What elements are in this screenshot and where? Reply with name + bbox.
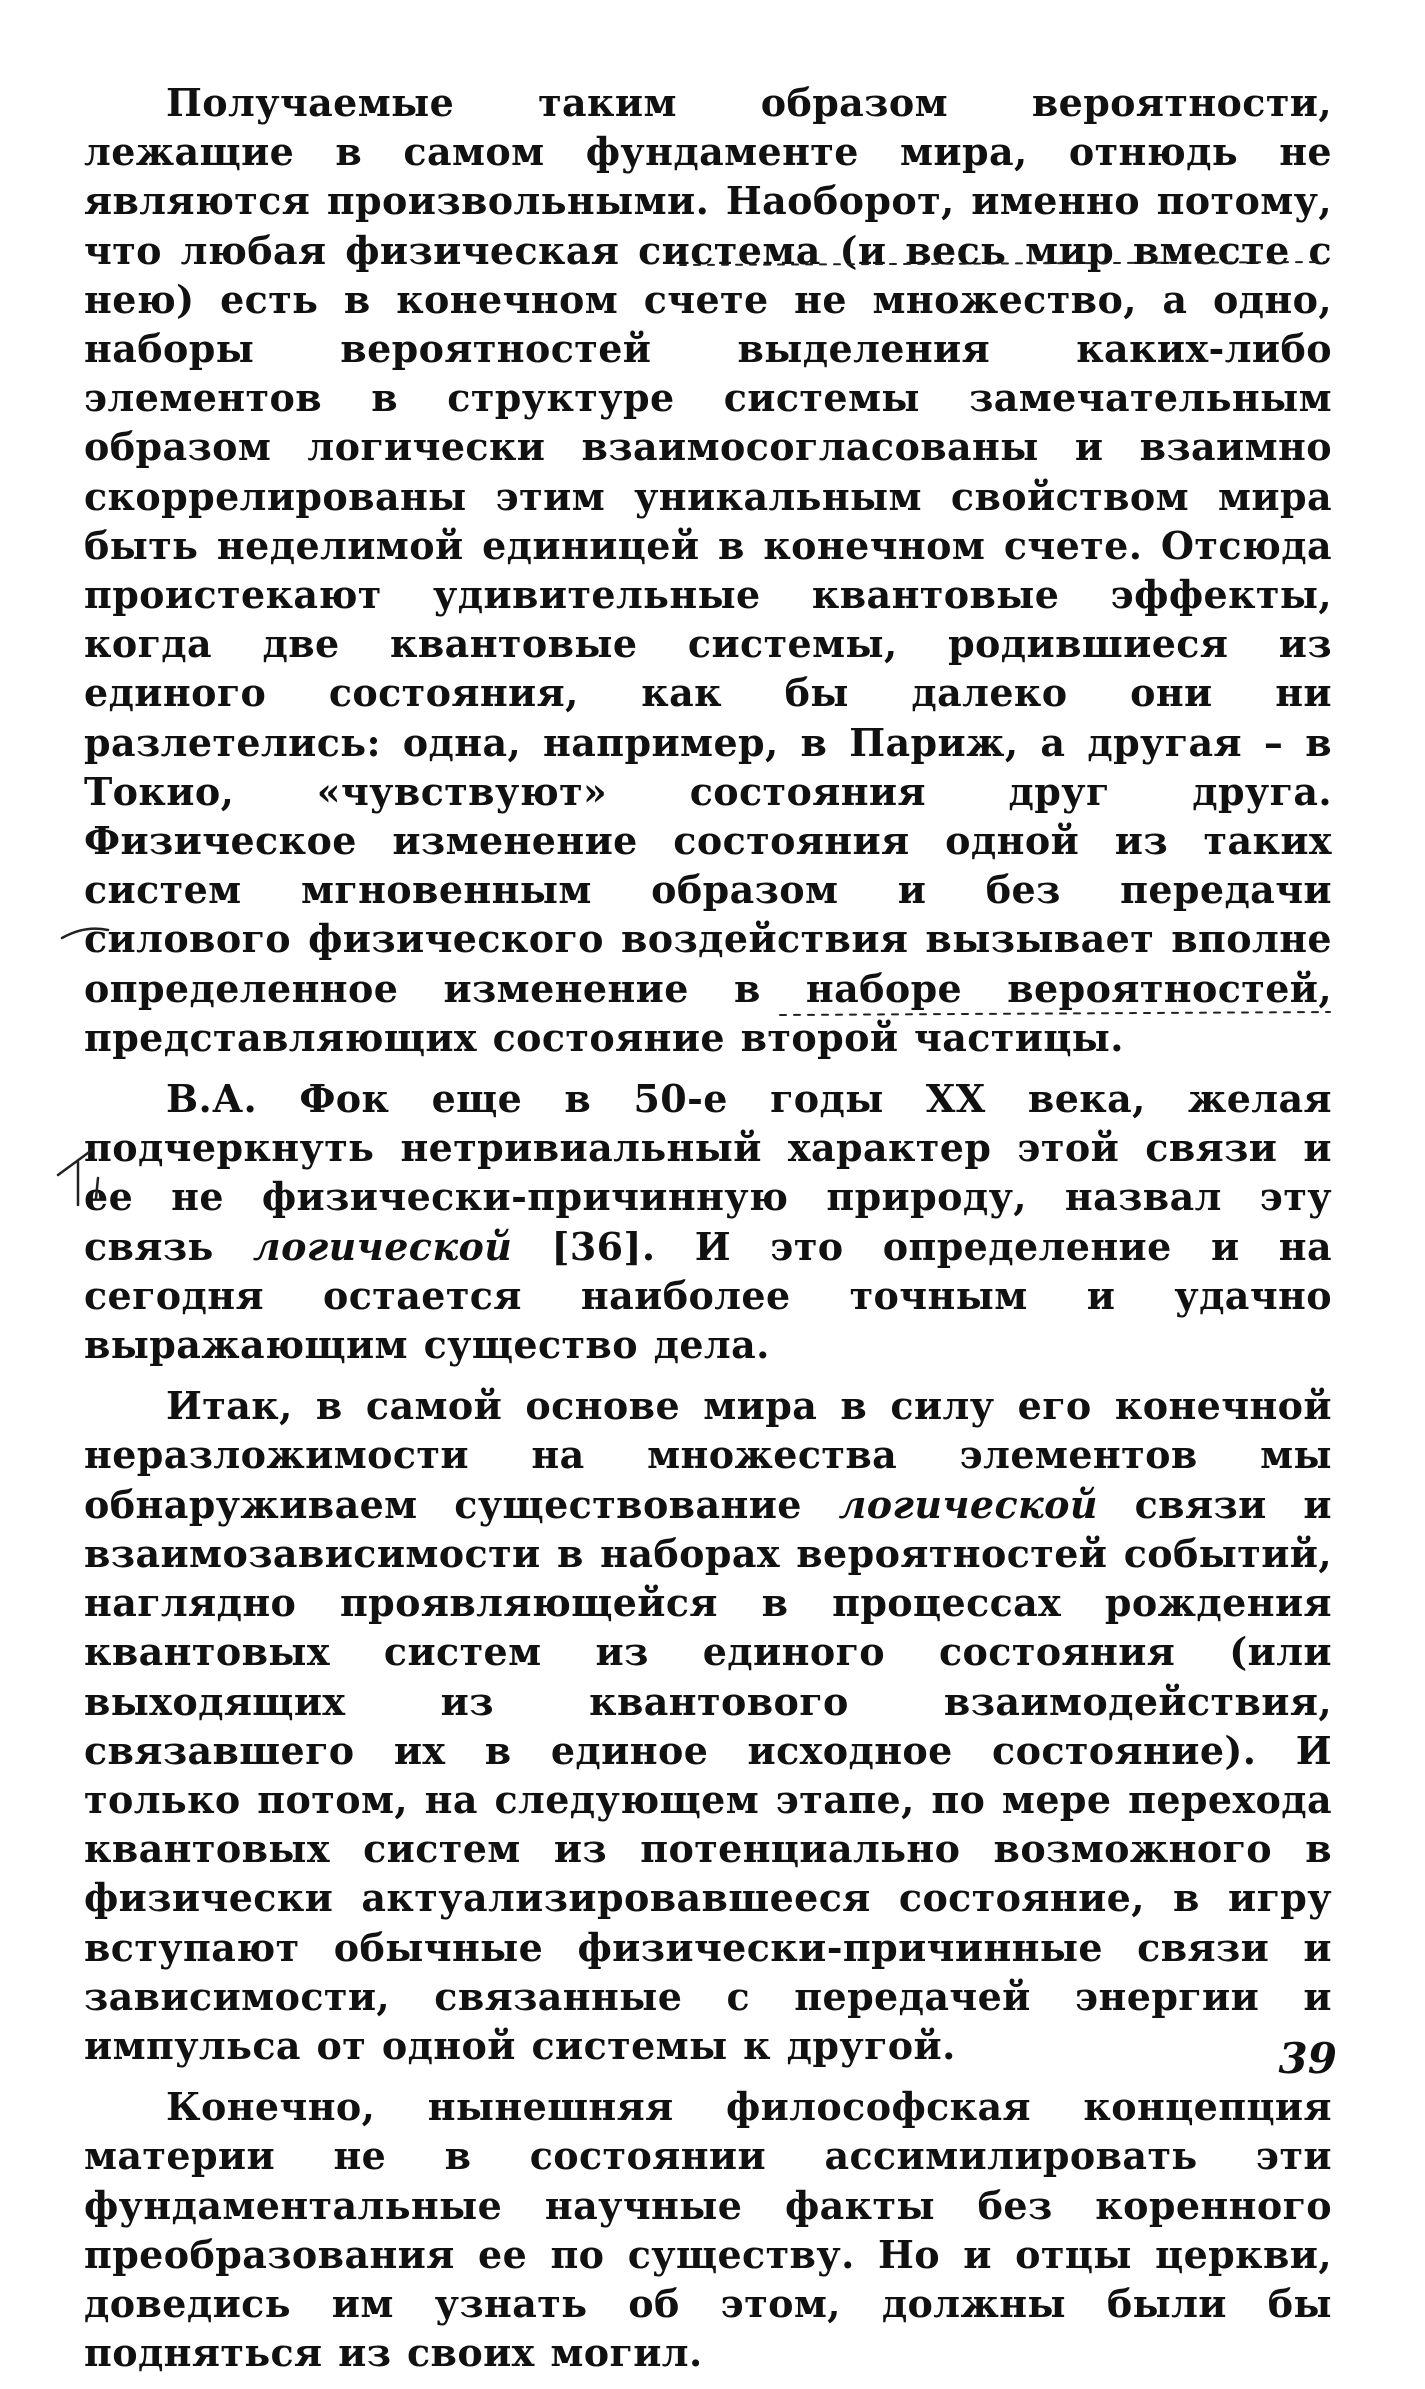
paragraph-2-italic-term: логической	[252, 1223, 513, 1269]
page-number: 39	[1278, 2034, 1337, 2083]
paragraph-4	[84, 2082, 1332, 2377]
paragraph-1-text: Получаемые таким образом вероятности, лежащие в самом фундаменте мира, отнюдь не являются произвольными. Наоборот, именно потому, что любая физическая система (и весь мир вместе с нею) есть в конечном счете не множество, а одно, наборы вероятностей выделения каких-либо элементов в структуре системы замечательным образом логически взаимосогласованы и взаимно скоррелированы этим уникальным свойством мира быть неделимой единицей в конечном счете. Отсюда проистекают удивительные квантовые эффекты, когда две квантовые системы, родившиеся из единого состояния, как бы далеко они ни разлетелись: одна, например, в Париж, а другая – в Токио, «чувствуют» состояния друг друга. Физическое изменение состояния одной из таких систем мгновенным образом и без передачи силового физического воздействия вызывает вполне определенное изменение в наборе вероятностей, представляющих состояние второй частицы.	[84, 80, 1332, 1060]
paragraph-1	[84, 78, 1332, 1062]
paragraph-3-text-end: связи и взаимозависимости в наборах вероятностей событий, наглядно проявляющейся в процессах рождения квантовых систем из единого состояния (или выходящих из квантового взаимодействия, связавшего их в единое исходное состояние). И только потом, на следующем этапе, по мере перехода квантовых систем из потенциально возможного в физически актуализировавшееся состояние, в игру вступают обычные физически-причинные связи и зависимости, связанные с передачей энергии и импульса от одной системы к другой.	[84, 1481, 1332, 2068]
paragraph-3-italic-term: логической	[838, 1481, 1098, 1527]
paragraph-2	[84, 1074, 1332, 1369]
paragraph-4-text: Конечно, нынешняя философская концепция материи не в состоянии ассимилировать эти фундаментальные научные факты без коренного преобразования ее по существу. Но и отцы церкви, доведись им узнать об этом, должны были бы подняться из своих могил.	[84, 2084, 1332, 2376]
paragraph-2-text-end: [36]. И это определение и на сегодня остается наиболее точным и удачно выражающим существо дела.	[84, 1223, 1332, 1368]
paragraph-2-text-start: В.А. Фок еще в 50-е годы XX века, желая подчеркнуть нетривиальный характер этой связи и ее не физически-причинную природу, назвал эту связь	[84, 1076, 1332, 1269]
body-text	[84, 78, 1332, 2389]
paragraph-3-text-start: Итак, в самой основе мира в силу его конечной неразложимости на множества элементов мы обнаруживаем существование	[84, 1383, 1332, 1527]
paragraph-3	[84, 1381, 1332, 2070]
